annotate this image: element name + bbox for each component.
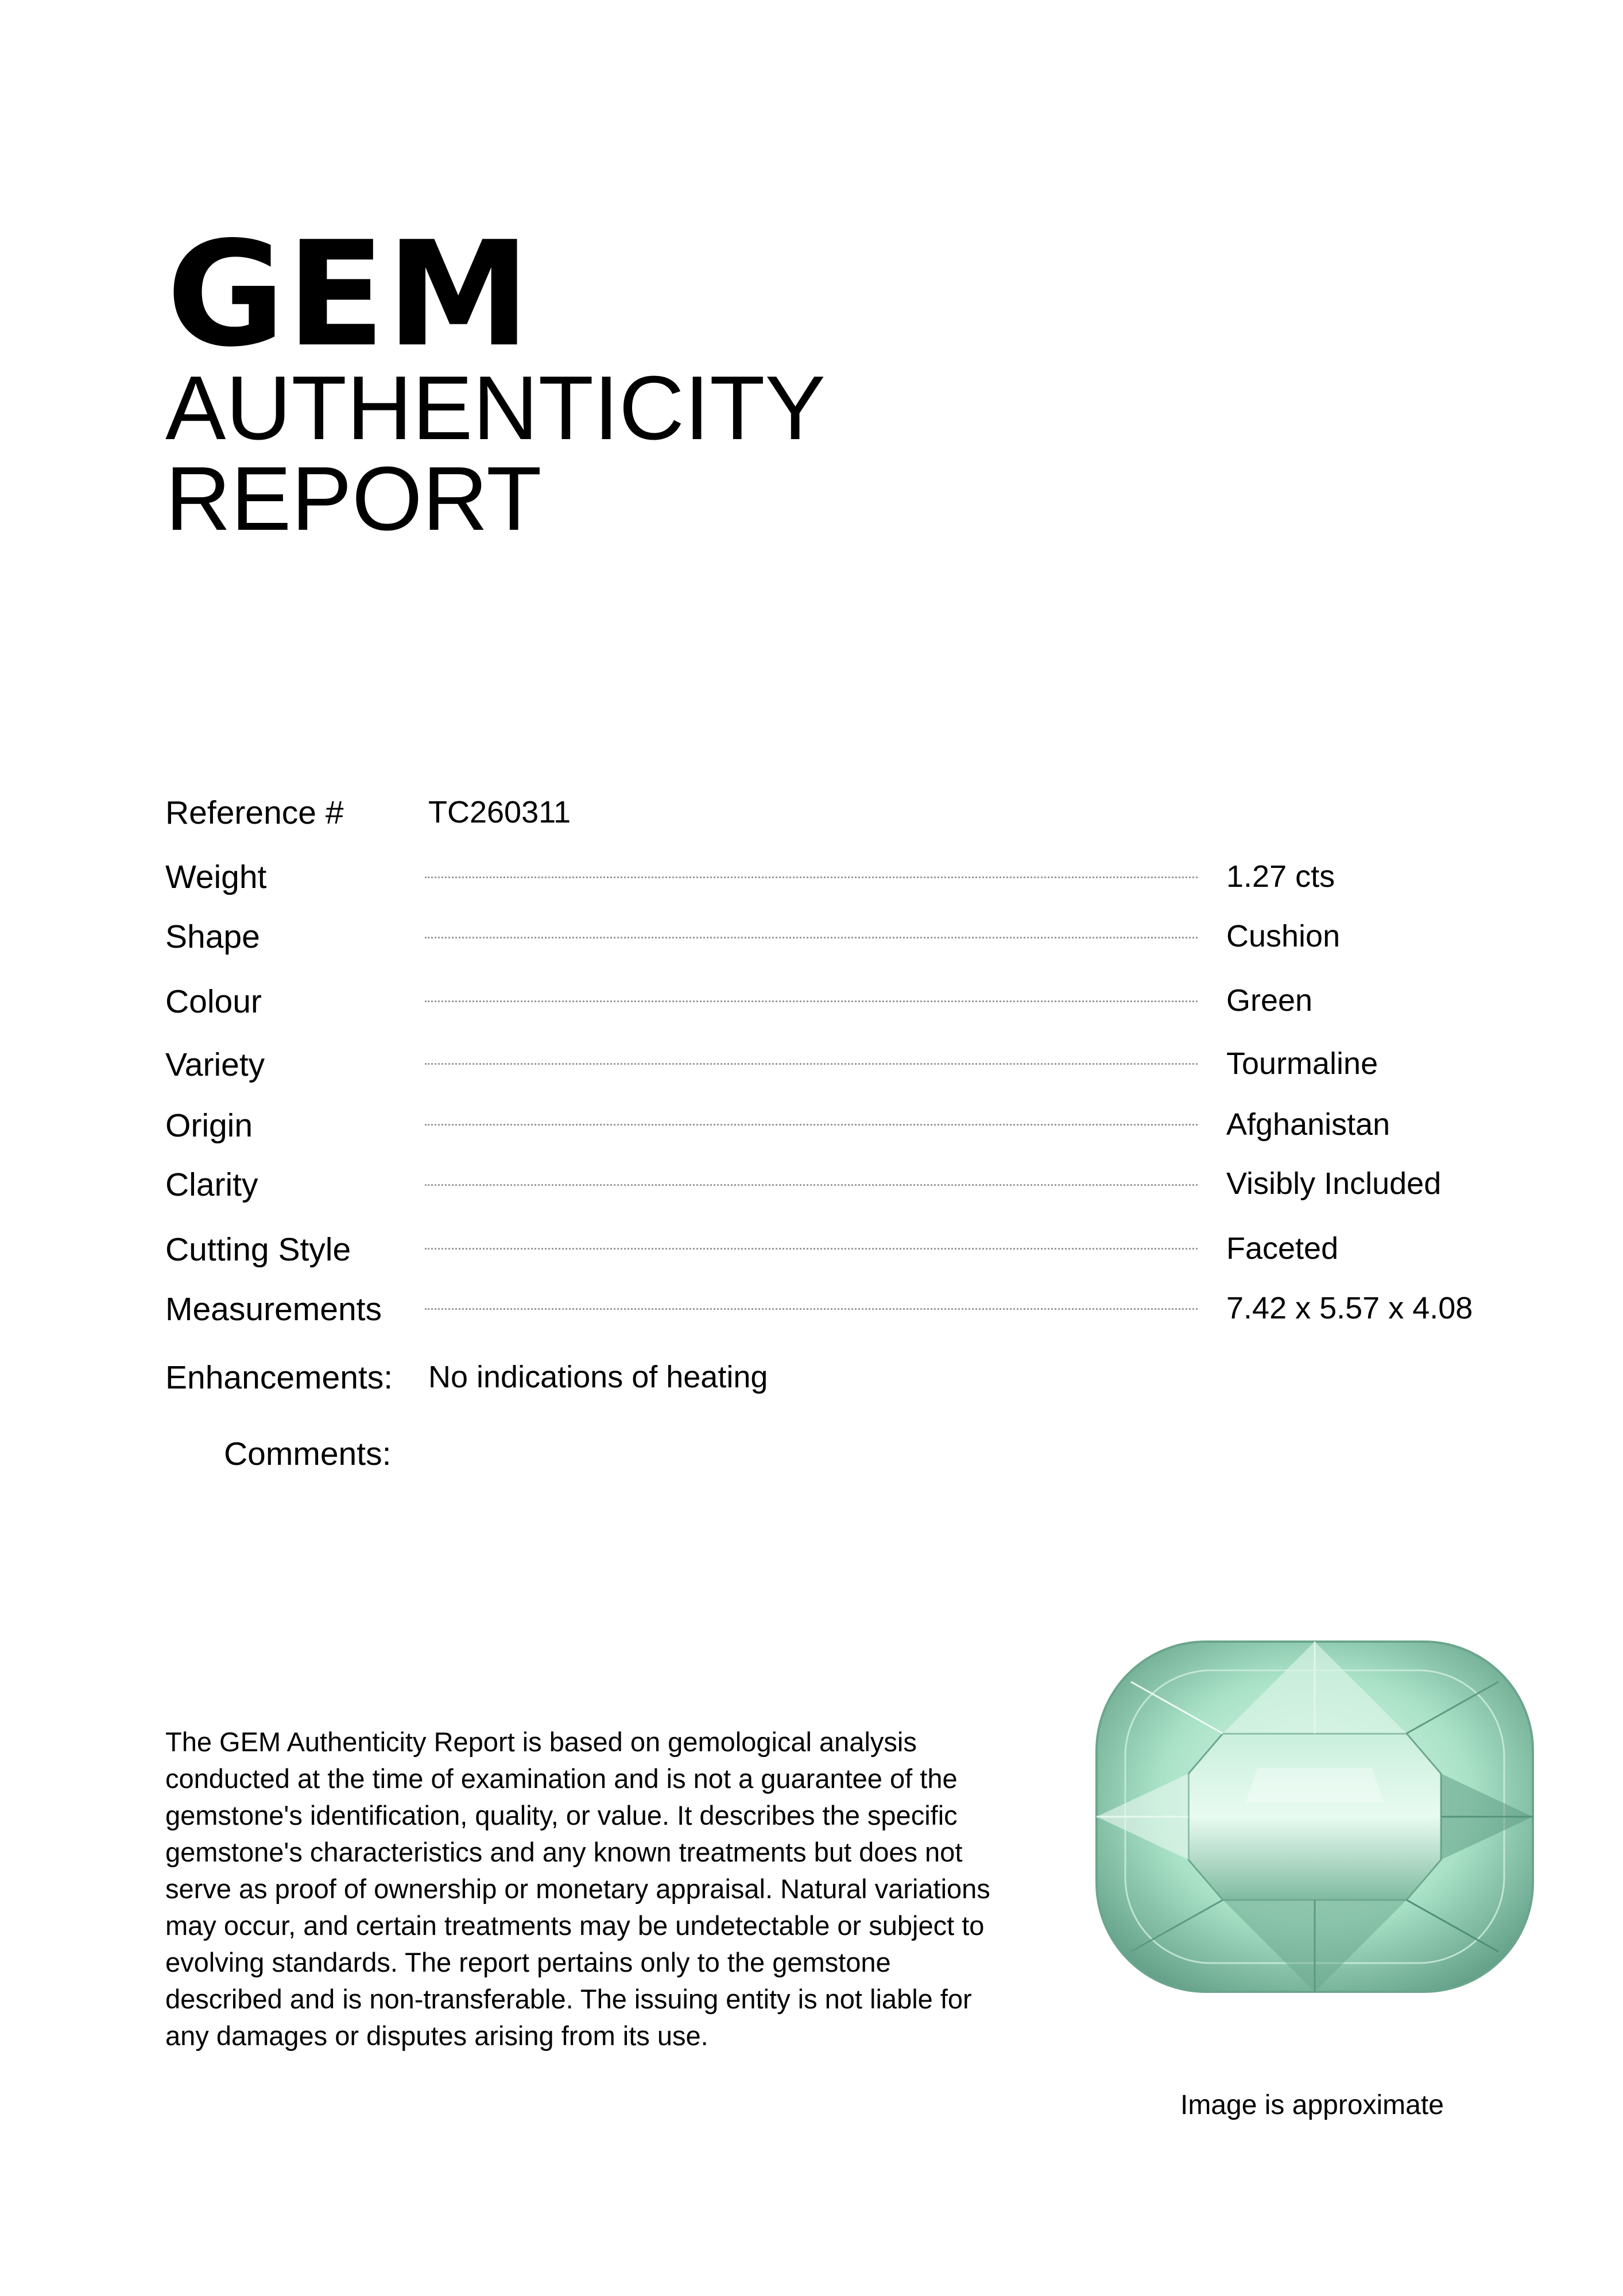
spec-value: Green xyxy=(1226,983,1313,1018)
spec-label: Clarity xyxy=(165,1166,258,1203)
subtitle-line-1: AUTHENTICITY xyxy=(165,358,826,459)
gemstone-illustration xyxy=(1085,1630,1544,2009)
leader-dots xyxy=(425,1000,1198,1002)
brand-title: GEM xyxy=(166,211,532,379)
spec-label: Shape xyxy=(165,918,260,955)
spec-value: 7.42 x 5.57 x 4.08 xyxy=(1226,1291,1473,1325)
leader-dots xyxy=(425,876,1198,878)
spec-label: Measurements xyxy=(165,1291,382,1328)
comments-label: Comments: xyxy=(224,1436,392,1472)
subtitle-line-2: REPORT xyxy=(165,448,542,549)
spec-label: Variety xyxy=(165,1046,265,1083)
spec-value: Visibly Included xyxy=(1226,1166,1442,1201)
report-subtitle xyxy=(165,358,826,549)
spec-value: Afghanistan xyxy=(1226,1107,1390,1142)
spec-label: Cutting Style xyxy=(165,1231,351,1268)
enhancements-value: No indications of heating xyxy=(428,1360,768,1394)
reference-label: Reference # xyxy=(165,794,344,831)
spec-value: Tourmaline xyxy=(1226,1046,1378,1081)
spec-label: Weight xyxy=(165,859,267,895)
spec-label: Colour xyxy=(165,983,262,1020)
spec-value: Faceted xyxy=(1226,1231,1339,1266)
reference-value: TC260311 xyxy=(428,795,571,829)
gemstone-image xyxy=(1085,1630,1544,2009)
leader-dots xyxy=(425,1184,1198,1186)
leader-dots xyxy=(425,1308,1198,1310)
spec-value: 1.27 cts xyxy=(1226,859,1335,894)
enhancements-label: Enhancements: xyxy=(165,1359,393,1396)
leader-dots xyxy=(425,937,1198,938)
leader-dots xyxy=(425,1248,1198,1250)
spec-label: Origin xyxy=(165,1107,253,1144)
disclaimer-text: The GEM Authenticity Report is based on gemological analysis conducted at the time of examination and is not a guarantee of the gemstone's identification, quality, or value. It describes the specific gemstone's characteristics and any known treatments but does not serve as proof of ownership or monetary appraisal. Natural variations may occur, and certain treatments may be undetectable or subject to evolving standards. The report pertains only to the gemstone described and is non-transferable. The issuing entity is not liable for any damages or disputes arising from its use. xyxy=(165,1727,990,2051)
image-caption: Image is approximate xyxy=(1180,2090,1444,2120)
spec-value: Cushion xyxy=(1226,919,1341,953)
leader-dots xyxy=(425,1063,1198,1065)
leader-dots xyxy=(425,1124,1198,1126)
